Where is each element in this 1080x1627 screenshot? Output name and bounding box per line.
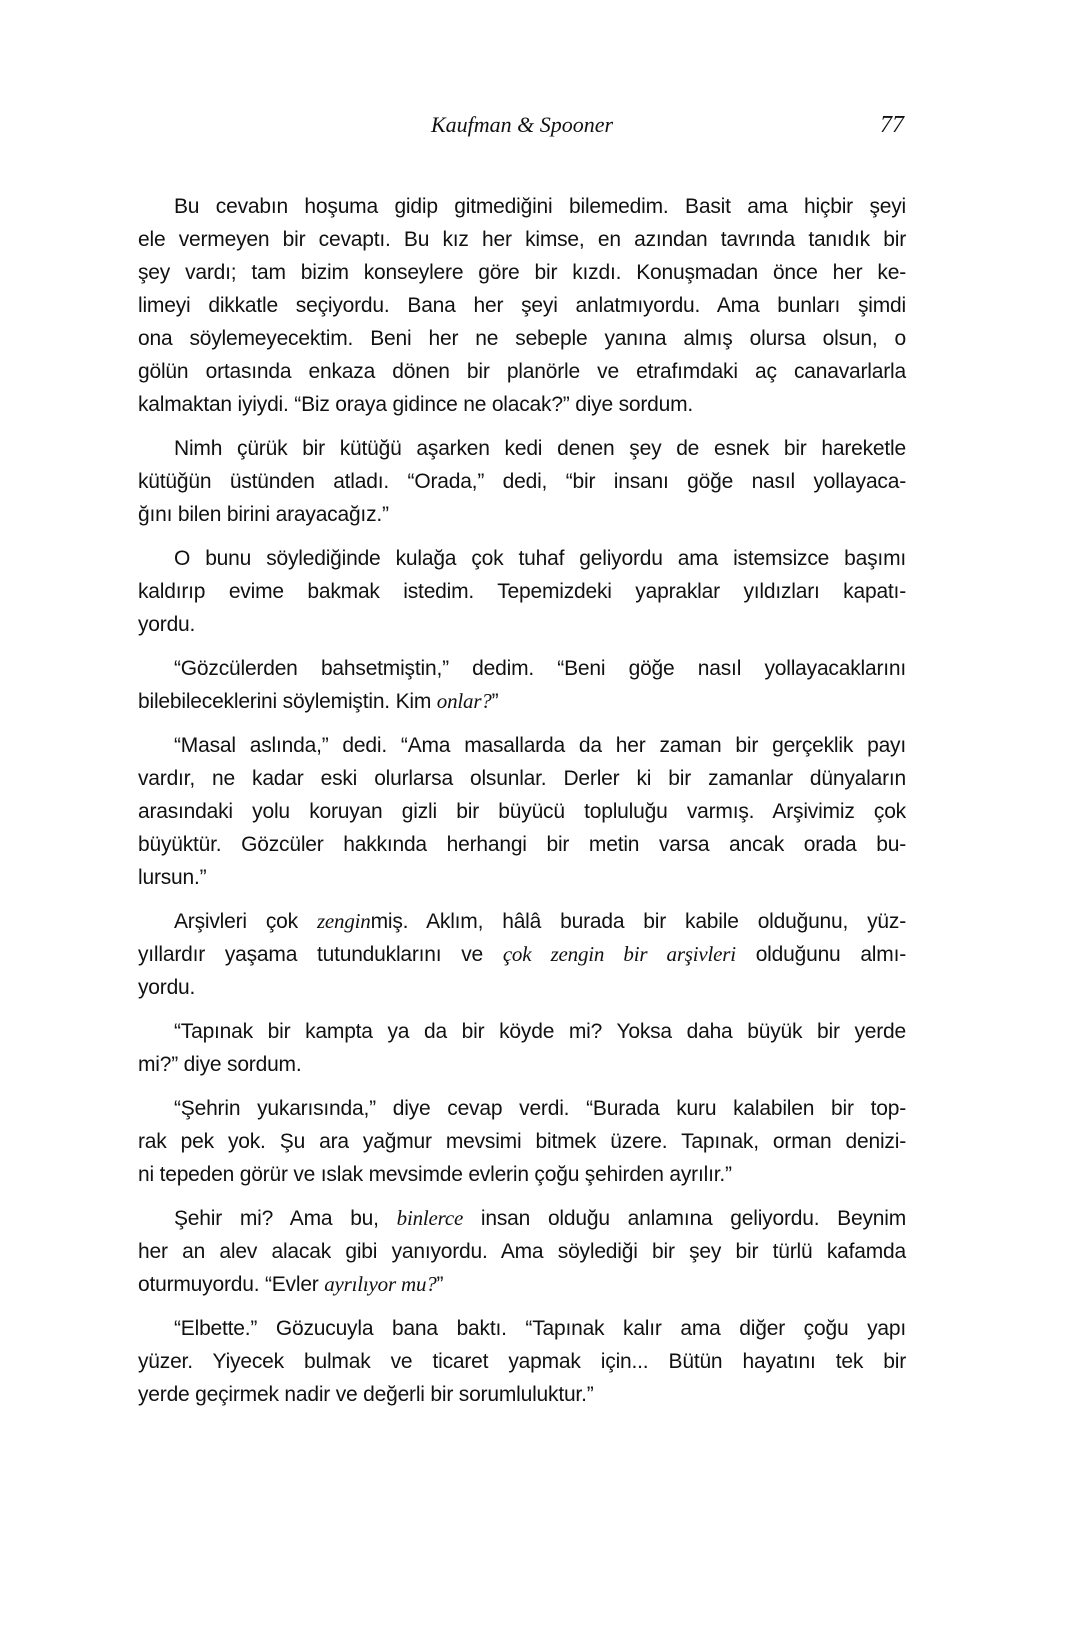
text-line: rak pek yok. Şu ara yağmur mevsimi bitmek üzere. Tapınak, orman denizi- <box>138 1130 906 1153</box>
paragraph <box>138 1092 906 1191</box>
text-segment: oturmuyordu. “Evler <box>138 1273 325 1296</box>
text-line: arasındaki yolu koruyan gizli bir büyücü topluluğu varmış. Arşivimiz çok <box>138 800 906 823</box>
text-segment: ” <box>491 690 499 713</box>
text-segment: insan olduğu anlamına geliyordu. Beynim <box>463 1207 906 1230</box>
paragraph <box>138 652 906 718</box>
text-line: lursun.” <box>138 866 207 889</box>
text-segment: yıllardır yaşama tutunduklarını ve <box>138 943 503 966</box>
text-line: “Elbette.” Gözucuyla bana baktı. “Tapınak kalır ama diğer çoğu yapı <box>174 1317 906 1340</box>
text-segment: olduğunu almı- <box>735 943 906 966</box>
text-line <box>138 1268 906 1301</box>
paragraph <box>138 190 906 421</box>
text-line: limeyi dikkatle seçiyordu. Bana her şeyi anlatmıyordu. Ama bunları şimdi <box>138 294 906 317</box>
page-number: 77 <box>880 112 904 138</box>
text-line: vardır, ne kadar eski olurlarsa olsunlar. Derler ki bir zamanlar dünyaların <box>138 767 906 790</box>
text-line <box>138 1202 906 1235</box>
text-segment: bilebileceklerini söylemiştin. Kim <box>138 690 437 713</box>
body-text <box>138 190 906 1422</box>
text-line <box>138 938 906 971</box>
italic-text: binlerce <box>396 1206 464 1230</box>
text-line: ele vermeyen bir cevaptı. Bu kız her kimse, en azından tavrında tanıdık bir <box>138 228 906 251</box>
paragraph <box>138 729 906 894</box>
text-line: mi?” diye sordum. <box>138 1053 302 1076</box>
text-line: kaldırıp evime bakmak istedim. Tepemizdeki yapraklar yıldızları kapatı- <box>138 580 906 603</box>
text-line <box>138 685 906 718</box>
text-line: “Masal aslında,” dedi. “Ama masallarda da her zaman bir gerçeklik payı <box>174 734 906 757</box>
paragraph <box>138 905 906 1004</box>
text-segment: ” <box>436 1273 444 1296</box>
text-line: “Tapınak bir kampta ya da bir köyde mi? Yoksa daha büyük bir yerde <box>174 1020 906 1043</box>
text-line: ni tepeden görür ve ıslak mevsimde evlerin çoğu şehirden ayrılır.” <box>138 1163 732 1186</box>
italic-text: ayrılıyor mu? <box>324 1272 437 1296</box>
text-line <box>138 905 906 938</box>
text-line: şey vardı; tam bizim konseylere göre bir kızdı. Konuşmadan önce her ke- <box>138 261 906 284</box>
text-line: yordu. <box>138 613 196 636</box>
italic-text: onlar? <box>436 689 492 713</box>
text-line: “Gözcülerden bahsetmiştin,” dedim. “Beni göğe nasıl yollayacaklarını <box>174 657 906 680</box>
running-title: Kaufman & Spooner <box>430 112 614 137</box>
text-line: büyüktür. Gözcüler hakkında herhangi bir metin varsa ancak orada bu- <box>138 833 906 856</box>
text-line: Bu cevabın hoşuma gidip gitmediğini bilemedim. Basit ama hiçbir şeyi <box>174 195 906 218</box>
italic-text: zengin <box>316 909 371 933</box>
paragraph <box>138 542 906 641</box>
text-line: O bunu söylediğinde kulağa çok tuhaf geliyordu ama istemsizce başımı <box>174 547 906 570</box>
page-header <box>138 112 906 146</box>
text-line: ona söylemeyecektim. Beni her ne sebeple yanına almış olursa olsun, o <box>138 327 906 350</box>
text-line: her an alev alacak gibi yanıyordu. Ama söylediği bir şey bir türlü kafamda <box>138 1240 906 1263</box>
text-line: kütüğün üstünden atladı. “Orada,” dedi, “bir insanı göğe nasıl yollayaca- <box>138 470 906 493</box>
paragraph <box>138 1312 906 1411</box>
paragraph <box>138 432 906 531</box>
paragraph <box>138 1015 906 1081</box>
text-line: Nimh çürük bir kütüğü aşarken kedi denen şey de esnek bir hareketle <box>174 437 906 460</box>
text-line: yordu. <box>138 976 196 999</box>
text-segment: miş. Aklım, hâlâ burada bir kabile olduğunu, yüz- <box>370 910 907 933</box>
text-segment: Şehir mi? Ama bu, <box>174 1207 397 1230</box>
text-line: ğını bilen birini arayacağız.” <box>138 503 389 526</box>
text-line: yüzer. Yiyecek bulmak ve ticaret yapmak için... Bütün hayatını tek bir <box>138 1350 906 1373</box>
paragraph <box>138 1202 906 1301</box>
text-segment: Arşivleri çok <box>174 910 317 933</box>
text-line: “Şehrin yukarısında,” diye cevap verdi. “Burada kuru kalabilen bir top- <box>174 1097 906 1120</box>
italic-text: çok zengin bir arşivleri <box>502 942 736 966</box>
text-line: yerde geçirmek nadir ve değerli bir sorumluluktur.” <box>138 1383 594 1406</box>
text-line: gölün ortasında enkaza dönen bir planörle ve etrafımdaki aç canavarlarla <box>138 360 906 383</box>
text-line: kalmaktan iyiydi. “Biz oraya gidince ne olacak?” diye sordum. <box>138 393 694 416</box>
